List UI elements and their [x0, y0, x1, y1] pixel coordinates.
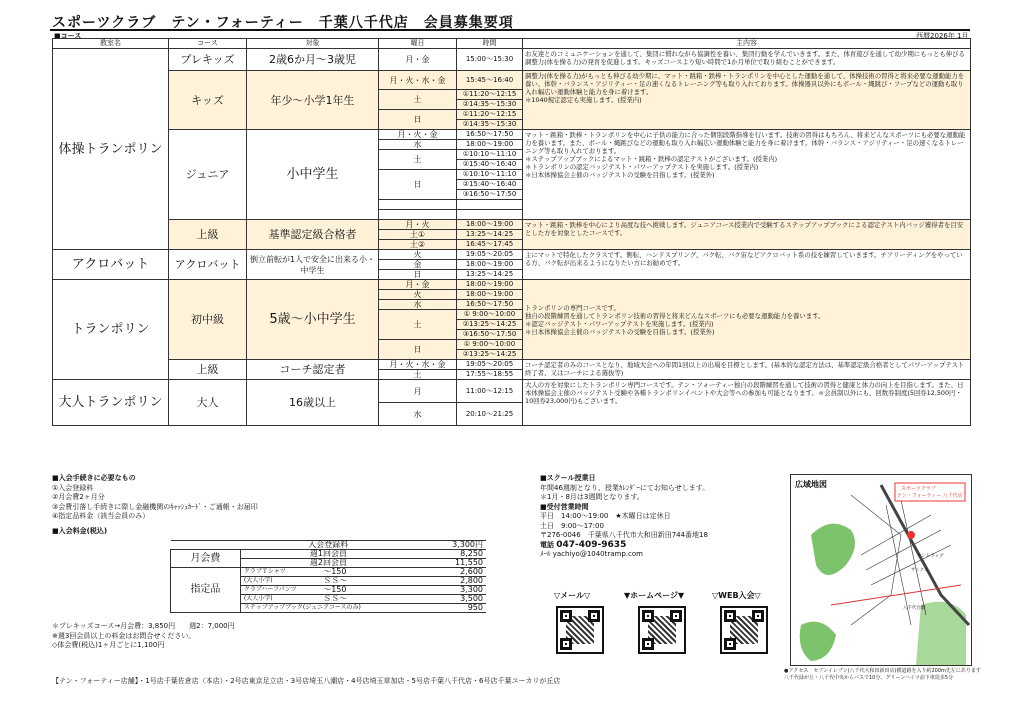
map-label: サンドラッグ: [917, 554, 944, 559]
requirements-block: [52, 474, 312, 522]
park-area: [811, 524, 855, 575]
day-cell: 月・火: [379, 220, 457, 230]
time-cell: ②14:35～15:30: [457, 100, 523, 110]
day-cell: 土: [379, 370, 457, 380]
day-cell: 月・火・金: [379, 130, 457, 140]
time-cell: ②14:35～15:30: [457, 120, 523, 130]
header-time: 時間: [457, 39, 523, 49]
fee-category-monthly: 月会費: [171, 550, 241, 568]
desc-junior-note2: ＊トランポリンの認定バッジテスト・パワーアップテストを実施します。(授業内): [525, 163, 759, 171]
fee-value: 8,250: [416, 550, 486, 559]
time-cell: 18:00～19:00: [457, 280, 523, 290]
day-cell: 金: [379, 260, 457, 270]
header-day: 曜日: [379, 39, 457, 49]
footer-store-list: 【テン・フォーティー店舗】・1号店千葉佐倉店（本店）・2号店東京足立店・3号店埼玉八潮店・4号店埼玉草加店・5号店千葉八千代店・6号店千葉ユーカリが丘店: [52, 677, 561, 685]
time-cell: 18:00～19:00: [457, 260, 523, 270]
desc-adult: 大人の方を対象にしたトランポリン専門コースです。テン・フォーティー独自の段階練習を通して技術の習得と健康と体力の向上を目指します。また、日本体操協会主催のバッジテスト受験や各種トランポリンイベントや大会等への参加も可能となります。＊会員制以外にも、回数券制度(5回券12,500円・10回券23,000円)もございます。: [523, 380, 971, 426]
page-title: スポーツクラブ テン・フォーティー 千葉八千代店 会員募集要項: [52, 15, 514, 31]
time-cell: 18:00～19:00: [457, 220, 523, 230]
time-cell: ③16:50～17:50: [457, 190, 523, 200]
course-table: [52, 38, 971, 426]
fee-note: ◇体会費(税込)1ヶ月ごとに1,100円: [52, 641, 165, 649]
park-area: [800, 622, 836, 661]
fee-sub: (大人小学): [240, 595, 320, 604]
desc-trampoline-advanced: コーチ認定者のみのコースとなり、地域大会への年間1回以上の出場を目標とします。(基本的な認定方法は、基準認定級合格者としてパワーアップテスト終了者、又はコーチによる選抜等): [523, 360, 971, 380]
requirements-title: ■入会手続きに必要なもの: [52, 474, 136, 482]
table-row: [53, 380, 971, 403]
desc-kids: [523, 71, 971, 130]
time-cell: ①10:10～11:10: [457, 170, 523, 180]
fee-value: 11,550: [416, 559, 486, 568]
day-cell: 土②: [379, 240, 457, 250]
table-row: [53, 130, 971, 140]
fee-value: 2,600: [416, 568, 486, 577]
fee-value: 3,500: [416, 595, 486, 604]
fee-size: ＳＳ～: [320, 595, 416, 604]
map-access-note: ●アクセス セブンイレブン(八千代大和田新田店)横道路を入り約200m先左にあります 八千代緑が丘・八千代中央からバスで10分、グリーンハイツ前下車徒歩5分: [784, 668, 986, 681]
area-map[interactable]: [790, 474, 972, 666]
fee-label: 週1回会員: [240, 550, 416, 559]
day-cell: 水: [379, 140, 457, 150]
qr-area: [552, 590, 792, 670]
day-cell: 日: [379, 170, 457, 200]
header-course: コース: [169, 39, 247, 49]
time-cell: 18:00～19:00: [457, 290, 523, 300]
day-cell: 日: [379, 110, 457, 130]
day-cell: 月・金: [379, 49, 457, 71]
desc-kids-main: 調整力(体を操る力)がもっとも伸びる幼少期に、マット・跳箱・鉄棒・トランポリンを中心とした運動を通して、体操技術の習得と将来必要な運動能力を養い、体幹・バランス・アジリティー・足の速くなるトレーニング等も取り入れております。体操器具以外にもボール・縄跳び・フープなどの運動も取り入れ幅広い運動体験と能力を身に着けます。: [525, 72, 965, 96]
day-cell: 土: [379, 150, 457, 170]
time-cell: 19:05～20:05: [457, 250, 523, 260]
qr-mail-label: ▽メール▽: [554, 591, 591, 600]
time-cell: 17:55～18:55: [457, 370, 523, 380]
time-cell: 15:45～16:40: [457, 71, 523, 90]
fee-note: ※週3回会員以上の料金はお問合せください。: [52, 631, 196, 640]
target-pre-kids: 2歳6か月～3歳児: [247, 49, 379, 71]
fee-label: クラブＴシャツ: [240, 568, 320, 577]
day-cell: 火: [379, 290, 457, 300]
time-cell: 13:25～14:25: [457, 230, 523, 240]
time-cell: ① 9:00～10:00: [457, 310, 523, 320]
requirement-item: ③会費引落し手続きに際し金融機関のｷｬｯｼｭｶｰﾄﾞ・ご通帳・お届印: [52, 502, 258, 511]
fee-note: ＊プレキッズコース→月会費：3,850円 週2：7,000円: [52, 622, 235, 630]
target-trampoline-mid: 5歳～小中学生: [247, 280, 379, 360]
phone-number[interactable]: 047-409-9635: [556, 539, 627, 550]
desc-junior-note1: ＊ステップアップブックによるマット・跳箱・鉄棒の認定テストがございます。(授業内): [525, 155, 778, 163]
time-cell: 16:45～17:45: [457, 240, 523, 250]
school-info: [540, 474, 790, 560]
fee-label: ステップアップブック(ジュニアコースのみ): [240, 604, 416, 613]
time-cell: ①10:10～11:10: [457, 150, 523, 160]
target-junior: 小中学生: [247, 130, 379, 220]
fee-size: ～150: [320, 586, 416, 595]
desc-tramp-line3: ＊認定バッジテスト・パワーアップテストを実施します。(授業内): [525, 320, 714, 328]
qr-code-homepage[interactable]: [638, 606, 686, 654]
time-cell: ① 9:00～10:00: [457, 340, 523, 350]
desc-junior-main: マット・跳箱・鉄棒・トランポリンを中心に子供の能力に合った個別段階指導を行います。技術の習得はもちろん、将来どんなスポーツにも必要な運動能力を養います。また、ボール・縄跳びなどの運動も取り入れ幅広い運動体験と能力を身に着けます。体幹・バランス・アジリティー・足の速くなるトレーニング等も取り入れております。: [525, 131, 966, 155]
course-trampoline-mid: 初中級: [169, 280, 247, 360]
time-cell: 15:00～15:30: [457, 49, 523, 71]
target-trampoline-advanced: コーチ認定者: [247, 360, 379, 380]
mail-label: ﾒｰﾙ: [540, 550, 551, 558]
target-acrobat: 倒立前転が1人で安全に出来る小・中学生: [247, 250, 379, 280]
table-row: [53, 49, 971, 71]
time-cell: 18:00～19:00: [457, 140, 523, 150]
target-advanced: 基準認定級合格者: [247, 220, 379, 250]
header-desc: 主内容: [523, 39, 971, 49]
qr-home-label: ▼ホームページ▼: [624, 591, 685, 600]
fee-label: 週2回会員: [240, 559, 416, 568]
address: 〒276-0046 千葉県八千代市大和田新田744番地18: [540, 531, 708, 539]
desc-junior-note3: ＊日本体操協会主催のバッジテストの受験を目指します。(授業外): [525, 171, 715, 179]
qr-web-label: ▽WEB入会▽: [712, 591, 761, 600]
course-pre-kids: プレキッズ: [169, 49, 247, 71]
fee-label: 入会登録料: [240, 541, 416, 550]
day-cell: 土: [379, 310, 457, 340]
table-header-row: [53, 39, 971, 49]
title-rule: [50, 29, 970, 31]
time-cell: 16:50～17:50: [457, 130, 523, 140]
school-title: ■スクール授業日: [540, 474, 596, 482]
store-marker: [907, 531, 915, 539]
course-acrobat: アクロバット: [169, 250, 247, 280]
header-target: 対象: [247, 39, 379, 49]
qr-code-mail[interactable]: [556, 606, 604, 654]
day-cell: 月・火・水・金: [379, 360, 457, 370]
desc-acrobat: 主にマットで特化したクラスです。側転、ハンドスプリング、バク転、バク宙などアクロバット系の技を練習していきます。チアリーディングをやっている方、バク転が出来るようになりたい方にお勧めです。: [523, 250, 971, 280]
course-advanced: 上級: [169, 220, 247, 250]
fee-value: 3,300円: [416, 541, 486, 550]
park-area: [916, 602, 966, 665]
class-gym-trampoline: 体操トランポリン: [53, 49, 169, 250]
desc-trampoline-mid: [523, 280, 971, 360]
course-kids: キッズ: [169, 71, 247, 130]
fee-category-goods: 指定品: [171, 568, 241, 613]
time-cell: ②15:40～16:40: [457, 160, 523, 170]
fee-notes: [52, 622, 352, 651]
header-class: 教室名: [53, 39, 169, 49]
time-cell: ①11:20～12:15: [457, 90, 523, 100]
course-trampoline-advanced: 上級: [169, 360, 247, 380]
fee-value: 950: [416, 604, 486, 613]
desc-tramp-line4: ＊日本体操協会主催のバッジテストの受験を目指します。(授業外): [525, 328, 715, 336]
fee-title: ■入会料金(税込): [52, 527, 108, 535]
map-drawing: [791, 475, 971, 665]
desc-junior: [523, 130, 971, 220]
table-row: [53, 280, 971, 290]
table-row: [53, 220, 971, 230]
phone-row: [540, 541, 790, 551]
target-adult: 16歳以上: [247, 380, 379, 426]
day-cell: 水: [379, 300, 457, 310]
day-cell: 土: [379, 90, 457, 110]
reception-title: ■受付営業時間: [540, 502, 589, 511]
time-cell: ①11:20～12:15: [457, 110, 523, 120]
fee-size: ＳＳ～: [320, 577, 416, 586]
class-adult-trampoline: 大人トランポリン: [53, 380, 169, 426]
hours-line: 土日 9:00～17:00: [540, 521, 604, 530]
table-row: [53, 71, 971, 90]
time-cell: 11:00～12:15: [457, 380, 523, 403]
desc-advanced: マット・跳箱・鉄棒を中心により高度な技へ挑戦します。ジュニアコース授業内で受験するステップアップブックによる認定テスト内バッジ獲得者を目安とした方を対象としたコースです。: [523, 220, 971, 250]
day-cell: 月・火・水・金: [379, 71, 457, 90]
issue-date: 西暦2026年 1月: [916, 32, 969, 40]
map-label: 八千代台駅: [903, 606, 926, 611]
class-trampoline: トランポリン: [53, 280, 169, 380]
time-cell: 20:10～21:25: [457, 403, 523, 426]
requirement-item: ①入会登録料: [52, 483, 94, 492]
hours-line: 平日 14:00～19:00 ★木曜日は定休日: [540, 512, 671, 520]
time-cell: ②13:25～14:25: [457, 350, 523, 360]
class-acrobat: アクロバット: [53, 250, 169, 280]
requirement-item: ④指定品料金（該当会員のみ）: [52, 512, 150, 520]
time-cell: ②13:25～14:25: [457, 320, 523, 330]
table-row: [53, 360, 971, 370]
fee-value: 3,300: [416, 586, 486, 595]
fee-table: [170, 540, 486, 613]
day-cell: 日: [379, 270, 457, 280]
target-kids: 年少～小学1年生: [247, 71, 379, 130]
day-cell: 火: [379, 250, 457, 260]
time-cell: 13:25～14:25: [457, 270, 523, 280]
day-cell: 土①: [379, 230, 457, 240]
fee-size: ～150: [320, 568, 416, 577]
section-course-heading: ■コース: [54, 32, 82, 40]
school-line: ＊1月・8月は3週間となります。: [540, 493, 644, 501]
requirement-item: ②月会費2ヶ月分: [52, 493, 105, 501]
phone-label: 電話: [540, 540, 554, 549]
map-label: スポーツクラブ: [901, 486, 936, 492]
map-label: テン・フォーティー 八千代店: [897, 493, 963, 499]
fee-sub: (大人小学): [240, 577, 320, 586]
fee-label: クラブハーフパンツ: [240, 586, 320, 595]
course-adult: 大人: [169, 380, 247, 426]
map-title: 広域地図: [795, 480, 827, 489]
day-cell: 月: [379, 380, 457, 403]
time-cell: 16:50～17:50: [457, 300, 523, 310]
course-junior: ジュニア: [169, 130, 247, 220]
day-cell: 月・金: [379, 280, 457, 290]
desc-pre-kids: お友達とのコミュニケーションを通して、集団に慣れながら協調性を養い、集団行動を学んでいきます。また、体育遊びを通して幼少期にもっとも伸びる調整力(体を操る力)の発育を促進します。キッズコースより短い時間で1か月単位で取り組むことができます。: [523, 49, 971, 71]
time-cell: ③16:50～17:50: [457, 330, 523, 340]
qr-code-web-join[interactable]: [720, 606, 768, 654]
map-label: サンクス: [911, 568, 929, 573]
fee-value: 2,800: [416, 577, 486, 586]
desc-kids-note: ＊1040規定認定も実施します。(授業内): [525, 96, 642, 104]
day-cell: 日: [379, 340, 457, 360]
desc-tramp-line2: 独自の段階練習を通してトランポリン技術の習得と将来どんなスポーツにも必要な運動能力を養います。: [525, 312, 825, 320]
day-cell: 水: [379, 403, 457, 426]
school-line: 年間46週制となり、授業ｶﾚﾝﾀﾞｰにてお知らせします。: [540, 483, 710, 492]
time-cell: ②15:40～16:40: [457, 180, 523, 190]
table-row: [53, 250, 971, 260]
time-cell: 19:05～20:05: [457, 360, 523, 370]
desc-tramp-line1: トランポリンの専門コースです。: [525, 304, 621, 312]
mail-row: [540, 550, 790, 560]
mail-address[interactable]: yachiyo@1040tramp.com: [552, 550, 643, 558]
